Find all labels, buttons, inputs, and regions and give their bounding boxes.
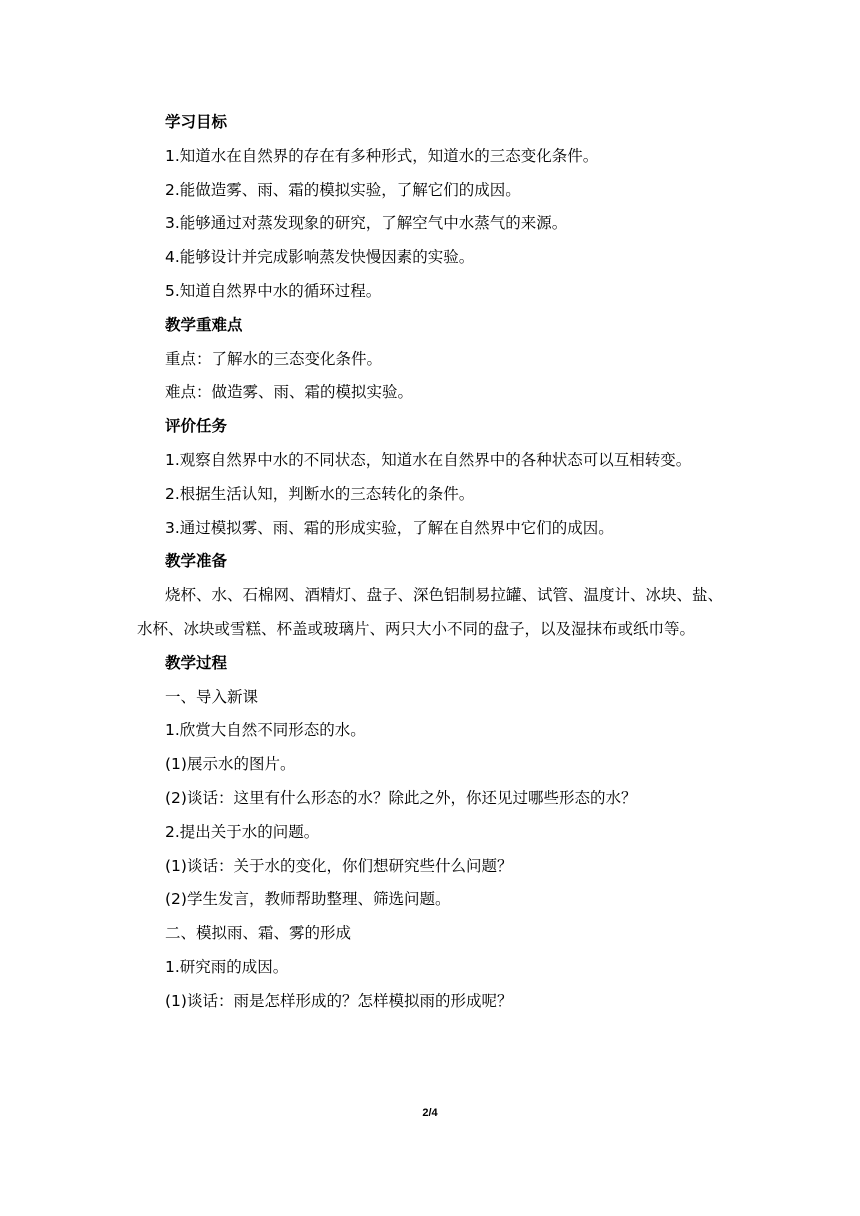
key-point-item: 难点：做造雾、雨、霜的模拟实验。 — [165, 383, 414, 402]
process-item: (2)学生发言，教师帮助整理、筛选问题。 — [165, 890, 451, 909]
goal-item: 2.能做造雾、雨、霜的模拟实验，了解它们的成因。 — [165, 180, 521, 199]
page-number: 2/4 — [422, 1107, 438, 1119]
evaluation-item: 3.通过模拟雾、雨、霜的形成实验，了解在自然界中它们的成因。 — [165, 518, 614, 537]
process-item: (1)谈话：雨是怎样形成的？怎样模拟雨的形成呢？ — [165, 991, 513, 1010]
section-heading-evaluation: 评价任务 — [165, 417, 228, 436]
section-heading-preparation: 教学准备 — [165, 552, 228, 571]
process-item: 1.研究雨的成因。 — [165, 957, 289, 976]
section-heading-process: 教学过程 — [165, 653, 228, 672]
goal-item: 3.能够通过对蒸发现象的研究，了解空气中水蒸气的来源。 — [165, 214, 568, 233]
process-item: 1.欣赏大自然不同形态的水。 — [165, 721, 366, 740]
document-body — [137, 106, 737, 1019]
process-item: 二、模拟雨、霜、雾的形成 — [165, 924, 352, 943]
process-item: (2)谈话：这里有什么形态的水？除此之外，你还见过哪些形态的水？ — [165, 788, 637, 807]
section-heading-goals: 学习目标 — [165, 113, 228, 131]
process-item: 一、导入新课 — [165, 687, 259, 706]
goal-item: 5.知道自然界中水的循环过程。 — [165, 281, 382, 300]
goal-item: 1.知道水在自然界的存在有多种形式，知道水的三态变化条件。 — [165, 146, 599, 165]
preparation-text: 烧杯、水、石棉网、酒精灯、盘子、深色铝制易拉罐、试管、温度计、冰块、盐、水杯、冰块或雪糕、杯盖或玻璃片、两只大小不同的盘子，以及湿抹布或纸巾等。 — [137, 586, 724, 638]
evaluation-item: 1.观察自然界中水的不同状态，知道水在自然界中的各种状态可以互相转变。 — [165, 450, 692, 469]
goal-item: 4.能够设计并完成影响蒸发快慢因素的实验。 — [165, 248, 475, 267]
process-item: 2.提出关于水的问题。 — [165, 822, 320, 841]
key-point-item: 重点：了解水的三态变化条件。 — [165, 349, 383, 368]
evaluation-item: 2.根据生活认知，判断水的三态转化的条件。 — [165, 484, 475, 503]
process-item: (1)展示水的图片。 — [165, 755, 296, 774]
section-heading-key-points: 教学重难点 — [165, 315, 243, 334]
process-item: (1)谈话：关于水的变化，你们想研究些什么问题？ — [165, 856, 513, 875]
